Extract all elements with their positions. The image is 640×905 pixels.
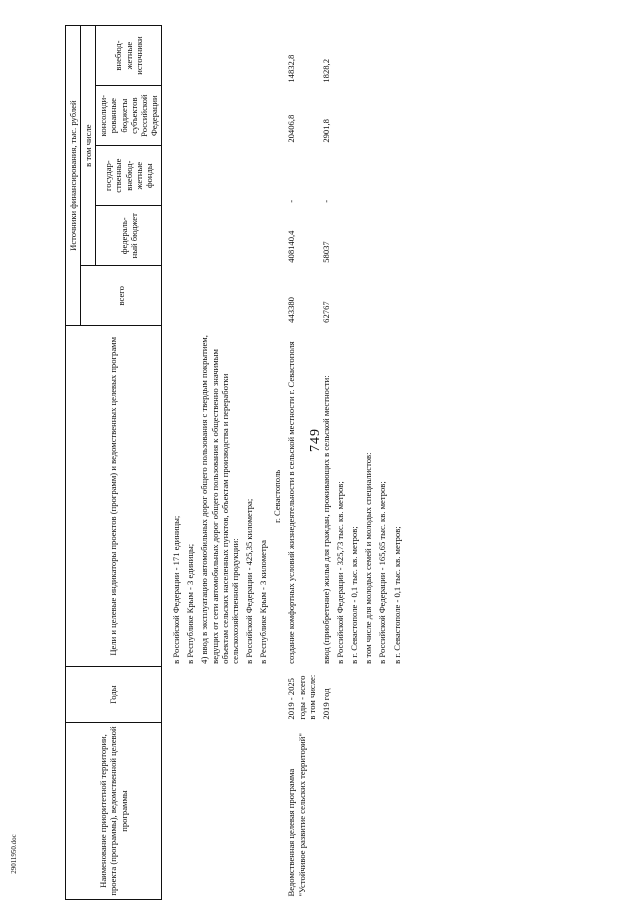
year-2019-regional: 2901,8 bbox=[320, 119, 331, 143]
year-2019-state-funds: - bbox=[320, 199, 331, 203]
program-offbudget: 14832,8 bbox=[286, 54, 297, 83]
program-federal: 408140,4 bbox=[286, 230, 297, 263]
year-2019-federal: 58037 bbox=[320, 241, 331, 263]
goal-line: в г. Севастополе - 0,1 тыс. кв. метров; bbox=[349, 526, 360, 664]
header-total: всего bbox=[81, 266, 162, 326]
page-number: 749 bbox=[308, 428, 323, 452]
year-2019-goal: ввод (приобретение) жилья для граждан, проживающих в сельской местности: bbox=[320, 375, 331, 664]
goal-line: в Республике Крым - 3 единицы; bbox=[185, 543, 196, 664]
goal-line: в г. Севастополе - 0,1 тыс. кв. метров; bbox=[391, 526, 402, 664]
table-row bbox=[284, 26, 318, 900]
year-2019-total: 62767 bbox=[320, 301, 331, 323]
goal-line: в Российской Федерации - 165,65 тыс. кв. метров; bbox=[377, 481, 388, 664]
city-heading: г. Севастополь bbox=[272, 469, 283, 523]
goal-line: 4) ввод в эксплуатацию автомобильных дорог общего пользования с твердым покрытием, ведущих от сети автомобильных дорог общего пользования к общественно значимым объектам сельских населенных пунктов, объектам производства и переработки сельскохозяйственной продукции: bbox=[199, 335, 240, 664]
table-row bbox=[256, 26, 270, 900]
table-row bbox=[347, 26, 361, 900]
program-years bbox=[284, 667, 318, 723]
table-row bbox=[242, 26, 256, 900]
year-2019-offbudget: 1828,2 bbox=[320, 58, 331, 83]
program-years-total: 2019 - 2025 годы - всего bbox=[286, 675, 307, 720]
header-state-funds: государ- ственные внебюд- жетные фонды bbox=[96, 146, 162, 206]
goal-line: в Российской Федерации - 325,73 тыс. кв. метров; bbox=[334, 481, 345, 664]
header-name: Наименование приоритетной территории, проекта (программы), ведомственной целевой программы bbox=[66, 723, 162, 900]
goal-line: в Российской Федерации - 171 единицы; bbox=[171, 515, 182, 664]
goal-line: в Российской Федерации - 425,35 километра; bbox=[243, 498, 254, 664]
table-row bbox=[319, 26, 333, 900]
program-name: Ведомственная целевая программа "Устойчивое развитие сельских территорий" bbox=[286, 733, 307, 897]
table-row bbox=[375, 26, 389, 900]
document-footer-code: 29011950.doc bbox=[9, 834, 18, 874]
program-total: 443380 bbox=[286, 297, 297, 323]
financing-table bbox=[65, 25, 404, 900]
financing-table-sheet bbox=[65, 25, 585, 900]
table-row bbox=[390, 26, 404, 900]
header-regional: консолиди- рованные бюджеты субъектов Российской Федерации bbox=[96, 86, 162, 146]
header-goals: Цели и целевые индикаторы проектов (программ) и ведомственных целевых программ bbox=[66, 326, 162, 667]
goal-line: в том числе для молодых семей и молодых специалистов: bbox=[363, 452, 374, 664]
header-offbudget: внебюд- жетные источники bbox=[96, 26, 162, 86]
table-row bbox=[270, 26, 284, 900]
program-regional: 20406,8 bbox=[286, 114, 297, 143]
goal-line: в Республике Крым - 3 километра bbox=[258, 540, 269, 664]
table-row bbox=[183, 26, 197, 900]
table-row bbox=[333, 26, 347, 900]
table-row bbox=[197, 26, 242, 900]
table-row bbox=[169, 26, 183, 900]
header-incl: в том числе bbox=[81, 26, 96, 266]
header-years: Годы bbox=[66, 667, 162, 723]
header-sources: Источники финансирования, тыс. рублей bbox=[66, 26, 81, 326]
table-row bbox=[361, 26, 375, 900]
header-federal: федераль- ный бюджет bbox=[96, 206, 162, 266]
year-2019: 2019 год bbox=[320, 688, 331, 720]
program-years-incl: в том числе: bbox=[306, 674, 317, 720]
program-goal: создание комфортных условий жизнедеятельности в сельской местности г. Севастополя bbox=[286, 341, 297, 664]
program-state-funds: - bbox=[286, 199, 297, 203]
